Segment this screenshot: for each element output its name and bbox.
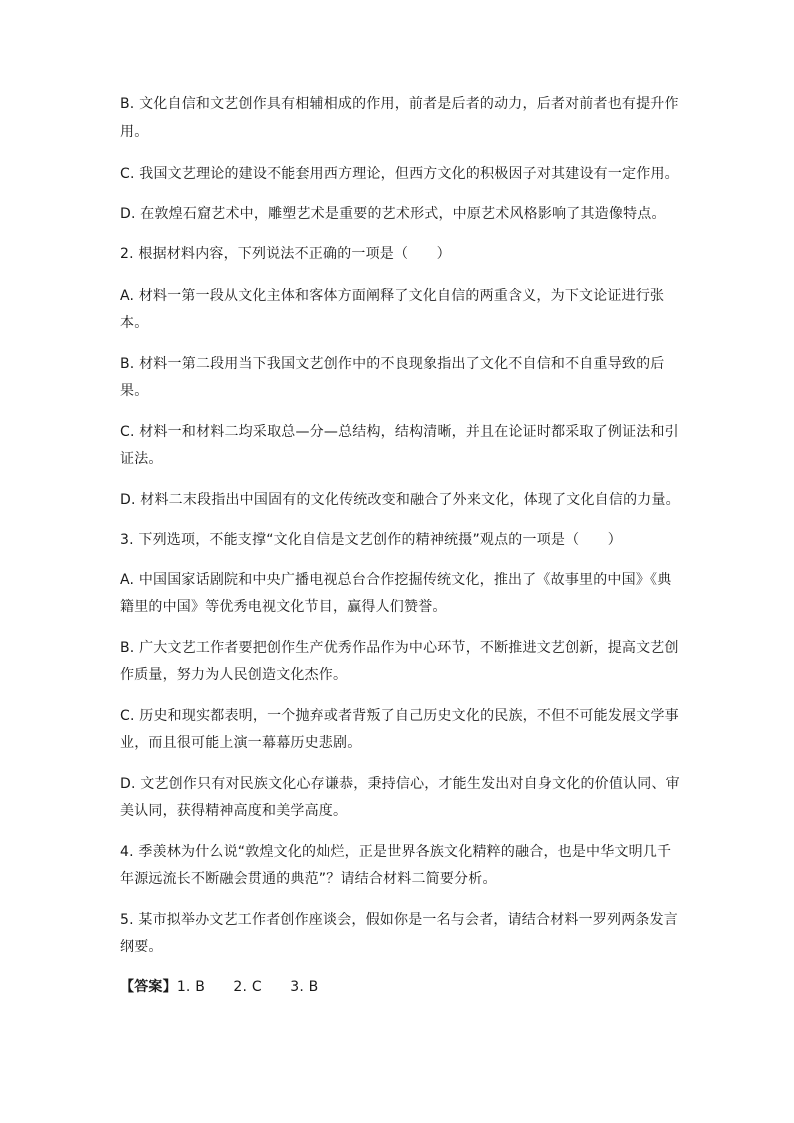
option-a-q2-line2: 本。 xyxy=(120,315,149,331)
option-b-q2-line1: B. 材料一第二段用当下我国文艺创作中的不良现象指出了文化不自信和不自重导致的后 xyxy=(120,356,665,372)
option-c-q1: C. 我国文艺理论的建设不能套用西方理论，但西方文化的积极因子对其建设有一定作用。 xyxy=(120,166,679,182)
question-3: 3. 下列选项，不能支撑“文化自信是文艺创作的精神统摄”观点的一项是（ ） xyxy=(120,532,622,548)
option-b-q3-line2: 作质量，努力为人民创造文化杰作。 xyxy=(120,667,348,683)
option-b-q2-line2: 果。 xyxy=(120,383,149,399)
answer-values: 1. B 2. C 3. B xyxy=(176,979,319,995)
question-5-line1: 5. 某市拟举办文艺工作者创作座谈会，假如你是一名与会者，请结合材料一罗列两条发言 xyxy=(120,912,679,928)
option-b-q1-line2: 用。 xyxy=(120,124,149,140)
option-c-q2-line1: C. 材料一和材料二均采取总—分—总结构，结构清晰，并且在论证时都采取了例证法和引 xyxy=(120,424,679,440)
answer-line xyxy=(120,977,318,997)
option-b-q3-line1: B. 广大文艺工作者要把创作生产优秀作品作为中心环节，不断推进文艺创新，提高文艺创 xyxy=(120,640,679,656)
option-d-q2: D. 材料二末段指出中国固有的文化传统改变和融合了外来文化，体现了文化自信的力量。 xyxy=(120,492,680,508)
option-c-q3-line1: C. 历史和现实都表明，一个抛弃或者背叛了自己历史文化的民族，不但不可能发展文学事 xyxy=(120,708,679,724)
option-b-q1-line1: B. 文化自信和文艺创作具有相辅相成的作用，前者是后者的动力，后者对前者也有提升作 xyxy=(120,96,679,112)
question-5-line2: 纲要。 xyxy=(120,939,163,955)
option-d-q1: D. 在敦煌石窟艺术中，雕塑艺术是重要的艺术形式，中原艺术风格影响了其造像特点。 xyxy=(120,206,666,222)
option-c-q3-line2: 业，而且很可能上演一幕幕历史悲剧。 xyxy=(120,735,362,751)
question-4-line1: 4. 季羡林为什么说“敦煌文化的灿烂，正是世界各族文化精粹的融合，也是中华文明几千 xyxy=(120,844,672,860)
question-4-line2: 年源远流长不断融会贯通的典范”？请结合材料二简要分析。 xyxy=(120,871,497,887)
option-c-q2-line2: 证法。 xyxy=(120,451,163,467)
option-a-q3-line2: 籍里的中国》等优秀电视文化节目，赢得人们赞誉。 xyxy=(120,599,447,615)
option-a-q2-line1: A. 材料一第一段从文化主体和客体方面阐释了文化自信的两重含义，为下文论证进行张 xyxy=(120,288,665,304)
option-a-q3-line1: A. 中国国家话剧院和中央广播电视总台合作挖掘传统文化，推出了《故事里的中国》《典 xyxy=(120,572,672,588)
question-2: 2. 根据材料内容，下列说法不正确的一项是（ ） xyxy=(120,246,451,262)
option-d-q3-line2: 美认同，获得精神高度和美学高度。 xyxy=(120,803,348,819)
answer-label: 【答案】 xyxy=(120,979,177,995)
option-d-q3-line1: D. 文艺创作只有对民族文化心存谦恭，秉持信心，才能生发出对自身文化的价值认同、审 xyxy=(120,776,680,792)
